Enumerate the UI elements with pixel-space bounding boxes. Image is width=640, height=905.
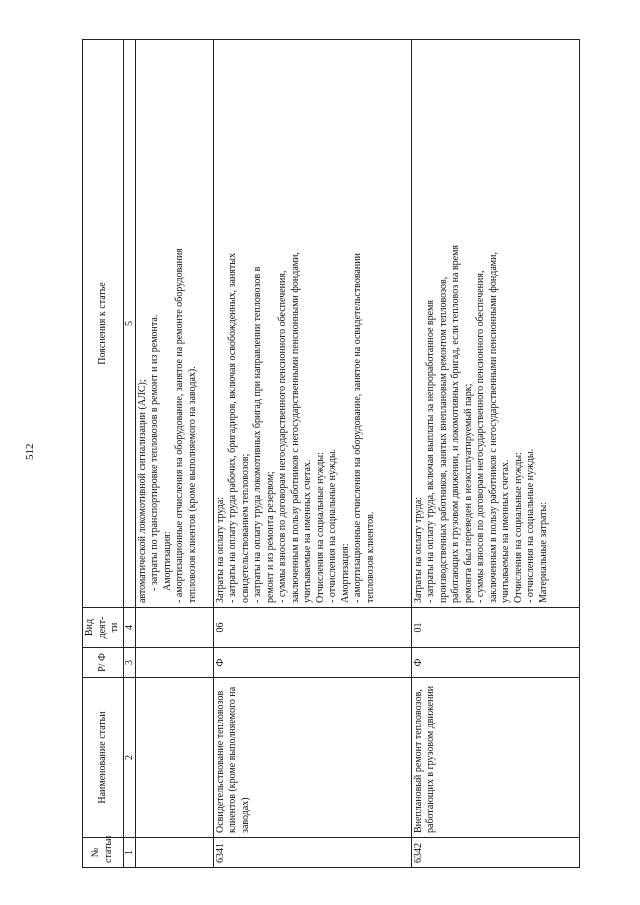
explanation-line: - затраты на оплату труда локомотивных бригад при направлении тепловозов в bbox=[252, 266, 264, 603]
article-name: Внеплановый ремонт тепловозов, работающих в грузовом движении bbox=[411, 678, 579, 838]
article-rf: Ф bbox=[213, 648, 411, 678]
table-row bbox=[135, 40, 213, 868]
explanation-line: тепловозов клиентов (кроме выполняемого на заводах). bbox=[186, 366, 198, 603]
article-explanation bbox=[135, 40, 213, 608]
explanation-line: тепловозов клиентов. bbox=[364, 511, 376, 603]
article-number: 6342 bbox=[411, 838, 579, 868]
explanation-line: - затраты по транспортировке тепловозов в ремонт и из ремонта. bbox=[149, 314, 160, 591]
article-rf: Ф bbox=[411, 648, 579, 678]
header-rf: Р/ Ф bbox=[83, 648, 124, 678]
explanation-line: Отчисления на социальные нужды: bbox=[512, 452, 524, 603]
explanation-line: заключенным в пользу работников с негосударственными пенсионными фондами, bbox=[487, 252, 499, 603]
explanation-line: работающих в грузовом движении, и локомотивных бригад, если тепловоз на время bbox=[450, 244, 462, 603]
explanation-line: Материальные затраты: bbox=[537, 502, 549, 603]
explanation-line: Амортизация: bbox=[161, 531, 173, 591]
explanation-line: ремонта был переведен в неэксплуатируемый парк; bbox=[462, 383, 474, 603]
explanation-line: ремонт и из ремонта резервом; bbox=[264, 471, 276, 603]
table-header-row bbox=[83, 40, 124, 868]
explanation-line: освидетельствованием тепловозов; bbox=[239, 453, 251, 603]
header-explanation: Пояснения к статье bbox=[83, 40, 124, 608]
col-number: 3 bbox=[123, 648, 135, 678]
explanation-line: автоматической локомотивной сигнализации (АЛС); bbox=[136, 379, 148, 603]
explanation-line: Отчисления на социальные нужды: bbox=[314, 452, 326, 603]
explanation-line: Амортизация: bbox=[339, 543, 351, 603]
article-explanation bbox=[213, 40, 411, 608]
page-number: 512 bbox=[24, 443, 36, 460]
article-number bbox=[135, 838, 213, 868]
col-number: 4 bbox=[123, 608, 135, 648]
explanation-line: Затраты на оплату труда: bbox=[214, 496, 226, 603]
explanation-line: - затраты на оплату труда рабочих, бригадиров, включая освобожденных, занятых bbox=[227, 252, 239, 603]
explanation-line: - суммы взносов по договорам негосударственного пенсионного обеспечения, bbox=[475, 270, 487, 603]
col-number: 1 bbox=[123, 838, 135, 868]
header-name: Наименование статьи bbox=[83, 678, 124, 838]
explanation-line: - амортизационные отчисления на оборудование, занятое на освидетельствовании bbox=[352, 253, 364, 603]
article-number: 6341 bbox=[213, 838, 411, 868]
article-activity: 06 bbox=[213, 608, 411, 648]
explanation-line: производственных работников, занятых внеплановым ремонтом тепловозов, bbox=[437, 276, 449, 603]
explanation-line: заключенным в пользу работников с негосударственными пенсионными фондами, bbox=[289, 252, 301, 603]
explanation-line: учитываемые на именных счетах. bbox=[302, 459, 314, 603]
table-row bbox=[213, 40, 411, 868]
article-activity: 01 bbox=[411, 608, 579, 648]
articles-table bbox=[82, 39, 580, 868]
explanation-line: - затраты на оплату труда, включая выплаты за непроработанное время bbox=[425, 299, 437, 603]
article-rf bbox=[135, 648, 213, 678]
explanation-line: - отчисления на социальные нужды. bbox=[525, 448, 537, 603]
article-activity bbox=[135, 608, 213, 648]
table-row bbox=[411, 40, 579, 868]
article-explanation bbox=[411, 40, 579, 608]
header-num: № статьи bbox=[83, 838, 124, 868]
col-number: 2 bbox=[123, 678, 135, 838]
explanation-line: - отчисления на социальные нужды. bbox=[327, 448, 339, 603]
explanation-line: Затраты на оплату труда: bbox=[412, 496, 424, 603]
col-number: 5 bbox=[123, 40, 135, 608]
article-name bbox=[135, 678, 213, 838]
rotated-table-wrapper bbox=[82, 40, 580, 868]
article-name: Освидетельствование тепловозов клиентов (кроме выполняемого на заводах) bbox=[213, 678, 411, 838]
explanation-line: учитываемые на именных счетах. bbox=[500, 459, 512, 603]
header-activity: Вид деят-ти bbox=[83, 608, 124, 648]
column-number-row bbox=[123, 40, 135, 868]
explanation-line: - суммы взносов по договорам негосударственного пенсионного обеспечения, bbox=[277, 270, 289, 603]
explanation-line: - амортизационные отчисления на оборудование, занятое на ремонте оборудования bbox=[174, 248, 185, 603]
